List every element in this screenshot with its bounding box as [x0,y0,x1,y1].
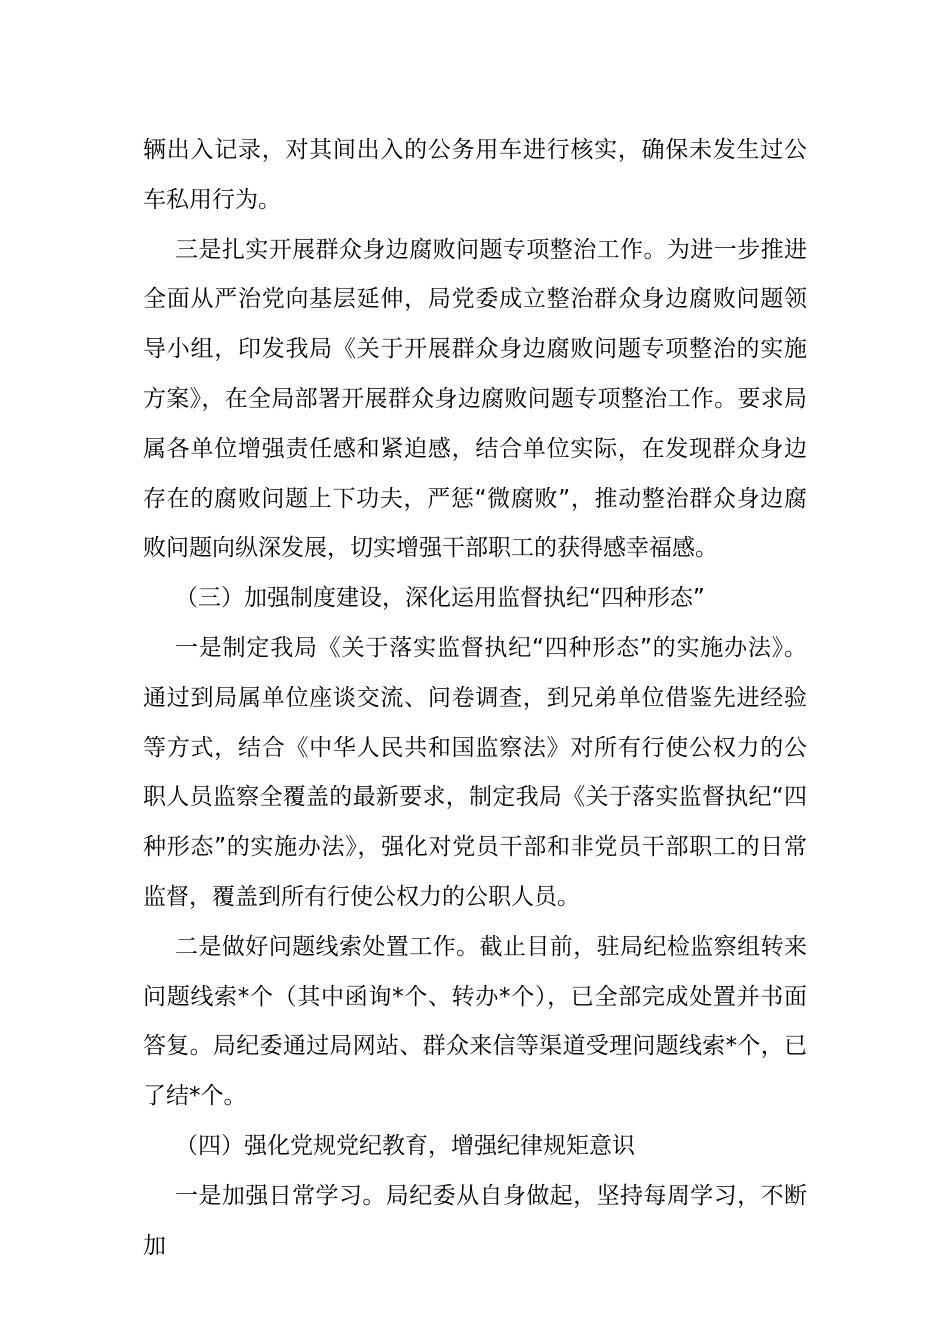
paragraph-four-forms-measures: 一是制定我局《关于落实监督执纪“四种形态”的实施办法》。通过到局属单位座谈交流、问卷调查，到兄弟单位借鉴先进经验等方式，结合《中华人民共和国监察法》对所有行使公权力的公职人员监察全覆盖的最新要求，制定我局《关于落实监督执纪“四种形态”的实施办法》，强化对党员干部和非党员干部职工的日常监督，覆盖到所有行使公权力的公职人员。 [143,634,807,910]
paragraph-vehicle-records: 辆出入记录，对其间出入的公务用车进行核实，确保未发生过公车私用行为。 [143,137,807,213]
paragraph-clue-handling: 二是做好问题线索处置工作。截止目前，驻局纪检监察组转来问题线索*个（其中函询*个、转办*个），已全部完成处置并书面答复。局纪委通过局网站、群众来信等渠道受理问题线索*个，已了结*个。 [143,933,807,1110]
document-body [143,126,807,1271]
section-heading-three: （三）加强制度建设，深化运用监督执纪“四种形态” [175,585,705,612]
paragraph-daily-study: 一是加强日常学习。局纪委从自身做起，坚持每周学习，不断加 [143,1182,807,1259]
paragraph-corruption-rectification: 三是扎实开展群众身边腐败问题专项整治工作。为进一步推进全面从严治党向基层延伸，局党委成立整治群众身边腐败问题领导小组，印发我局《关于开展群众身边腐败问题专项整治的实施方案》，在全局部署开展群众身边腐败问题专项整治工作。要求局属各单位增强责任感和紧迫感，结合单位实际，在发现群众身边存在的腐败问题上下功夫，严惩“微腐败”，推动整治群众身边腐败问题向纵深发展，切实增强干部职工的获得感幸福感。 [143,236,807,562]
section-heading-four: （四）强化党规党纪教育，增强纪律规矩意识 [175,1132,635,1159]
